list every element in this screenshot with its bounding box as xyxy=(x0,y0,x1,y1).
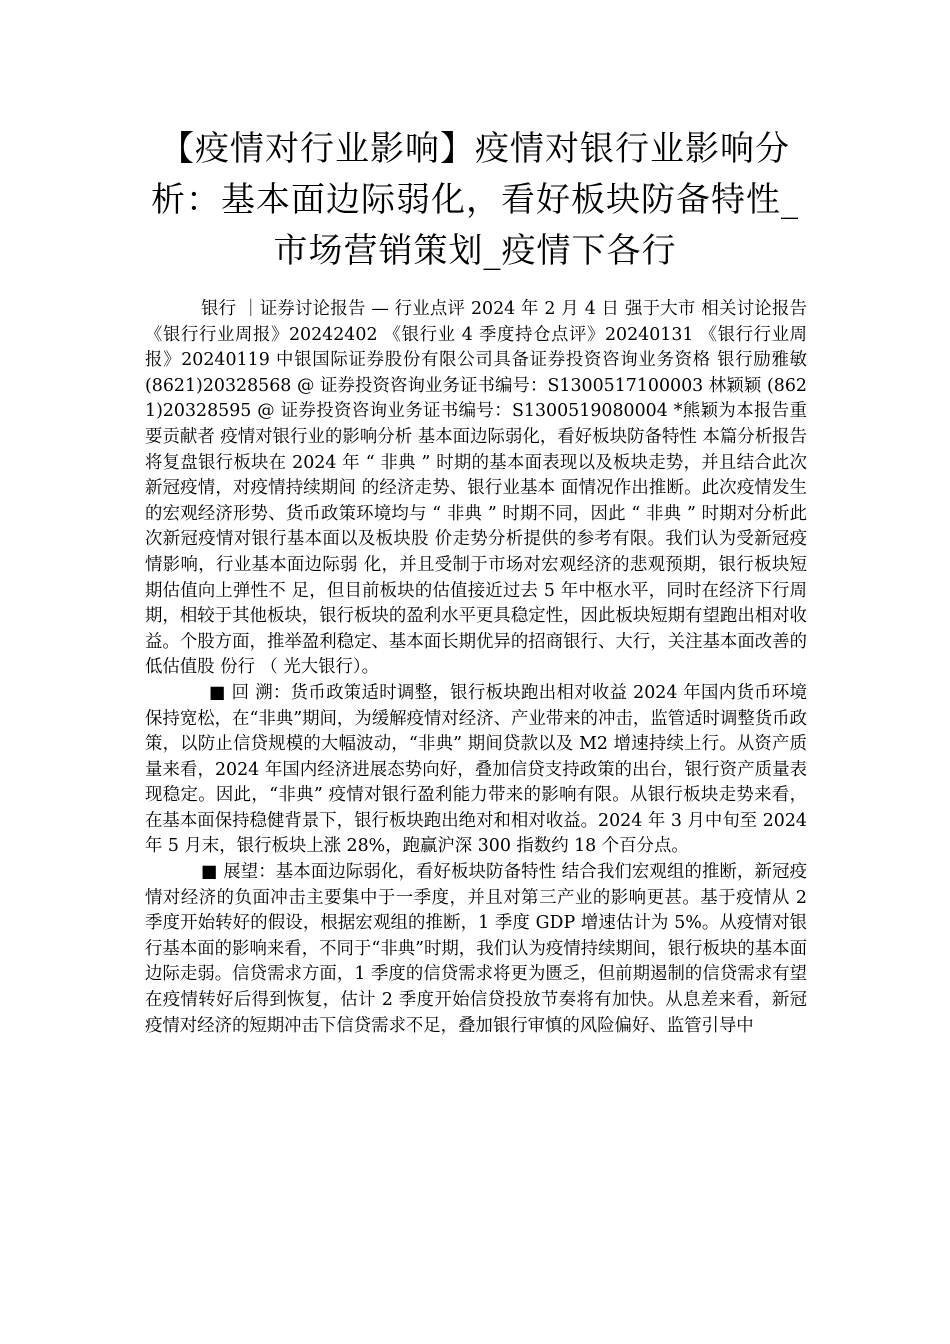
paragraph-outlook: ■ 展望：基本面边际弱化，看好板块防备特性 结合我们宏观组的推断，新冠疫情对经济的负面冲击主要集中于一季度，并且对第三产业的影响更甚。基于疫情从 2 季度开始转好的假设，根据宏观组的推断，1 季度 GDP 增速估计为 5%。从疫情对银行基本面的影响来看，不同于“非典”时期，我们认为疫情持续期间，银行板块的基本面边际走弱。信贷需求方面，1 季度的信贷需求将更为匮乏，但前期遏制的信贷需求有望在疫情转好后得到恢复，估计 2 季度开始信贷投放节奏将有加快。从息差来看，新冠疫情对经济的短期冲击下信贷需求不足，叠加银行审慎的风险偏好、监管引导中 xyxy=(145,862,807,1036)
paragraph-review: ■ 回 溯：货币政策适时调整，银行板块跑出相对收益 2024 年国内货币环境保持宽松，在“非典”期间，为缓解疫情对经济、产业带来的冲击，监管适时调整货币政策，以防止信贷规模的大幅波动，“非典” 期间贷款以及 M2 增速持续上行。从资产质量来看，2024 年国内经济进展态势向好，叠加信贷支持政策的出台，银行资产质量表现稳定。因此，“非典” 疫情对银行盈利能力带来的影响有限。从银行板块走势来看，在基本面保持稳健背景下，银行板块跑出绝对和相对收益。2024 年 3 月中旬至 2024 年 5 月末，银行板块上涨 28%，跑赢沪深 300 指数约 18 个百分点。 xyxy=(145,682,807,857)
document-title: 【疫情对行业影响】疫情对银行业影响分析：基本面边际弱化，看好板块防备特性_市场营销策划_疫情下各行 xyxy=(151,129,799,271)
document-body xyxy=(145,297,807,1039)
paragraph-report-summary: 银行 ｜证券讨论报告 — 行业点评 2024 年 2 月 4 日 强于大市 相关讨论报告 《银行行业周报》20242402 《银行业 4 季度持仓点评》20240131 《银行行业周报》20240119 中银国际证券股份有限公司具备证券投资咨询业务资格 银行励雅敏 (8621)20328568 @ 证券投资咨询业务证书编号：S1300517100003 林颖颖 (8621)20328595 @ 证券投资咨询业务证书编号：S1300519080004 *熊颖为本报告重要贡献者 疫情对银行业的影响分析 基本面边际弱化，看好板块防备特性 本篇分析报告将复盘银行板块在 2024 年 “ 非典 ” 时期的基本面表现以及板块走势，并且结合此次新冠疫情，对疫情持续期间 的经济走势、银行业基本 面情况作出推断。此次疫情发生的宏观经济形势、货币政策环境均与 “ 非典 ” 时期不同，因此 “ 非典 ” 时期对分析此次新冠疫情对银行基本面以及板块股 价走势分析提供的参考有限。我们认为受新冠疫情影响，行业基本面边际弱 化，并且受制于市场对宏观经济的悲观预期，银行板块短期估值向上弹性不 足，但目前板块的估值接近过去 5 年中枢水平，同时在经济下行周期，相较于其他板块，银行板块的盈利水平更具稳定性，因此板块短期有望跑出相对收益。个股方面，推举盈利稳定、基本面长期优异的招商银行、大行，关注基本面改善的低估值股 份行 （ 光大银行）。 xyxy=(145,299,807,678)
